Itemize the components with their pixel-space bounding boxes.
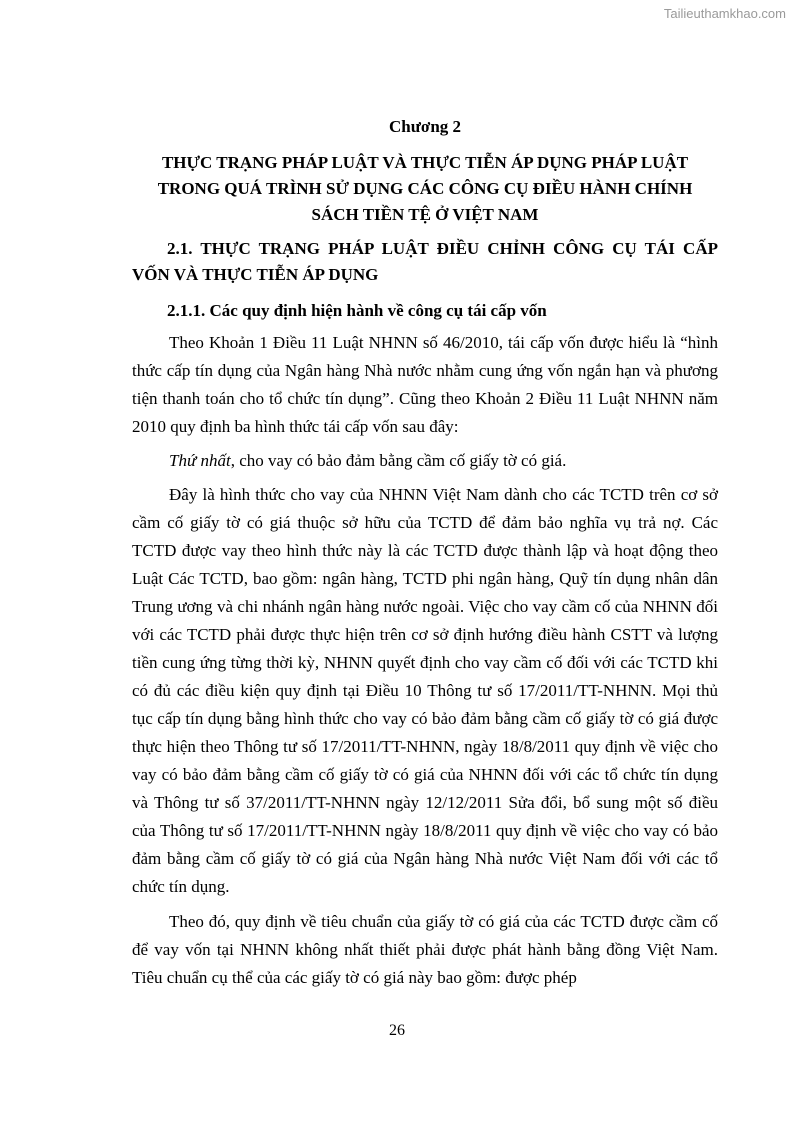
page-number: 26 bbox=[389, 1022, 405, 1039]
section-heading: 2.1. THỰC TRẠNG PHÁP LUẬT ĐIỀU CHỈNH CÔNG CỤ TÁI CẤP VỐN VÀ THỰC TIỄN ÁP DỤNG bbox=[132, 239, 718, 284]
first-form-label: Thứ nhất bbox=[169, 451, 231, 470]
chapter-title-line: TRONG QUÁ TRÌNH SỬ DỤNG CÁC CÔNG CỤ ĐIỀU HÀNH CHÍNH bbox=[157, 179, 693, 198]
chapter-title-line: THỰC TRẠNG PHÁP LUẬT VÀ THỰC TIỄN ÁP DỤNG PHÁP LUẬT bbox=[161, 153, 689, 172]
chapter-label: Chương 2 bbox=[388, 117, 462, 136]
chapter-title bbox=[132, 150, 718, 228]
paragraph-pledge-loans: Đây là hình thức cho vay của NHNN Việt Nam dành cho các TCTD trên cơ sở cầm cố giấy tờ có giá thuộc sở hữu của TCTD để đảm bảo nghĩa vụ trả nợ. Các TCTD được vay theo hình thức này là các TCTD được thành lập và hoạt động theo Luật Các TCTD, bao gồm: ngân hàng, TCTD phi ngân hàng, Quỹ tín dụng nhân dân Trung ương và chi nhánh ngân hàng nước ngoài. Việc cho vay cầm cố của NHNN đối với các TCTD phải được thực hiện trên cơ sở định hướng điều hành CSTT và lượng tiền cung ứng từng thời kỳ, NHNN quyết định cho vay cầm cố đối với các TCTD khi có đủ các điều kiện quy định tại Điều 10 Thông tư số 17/2011/TT-NHNN. Mọi thủ tục cấp tín dụng bằng hình thức cho vay có bảo đảm bằng cầm cố giấy tờ có giá được thực hiện theo Thông tư số 17/2011/TT-NHNN, ngày 18/8/2011 quy định về việc cho vay có bảo đảm bằng cầm cố giấy tờ có giá của NHNN đối với các tổ chức tín dụng và Thông tư số 37/2011/TT-NHNN ngày 12/12/2011 Sửa đổi, bổ sung một số điều của Thông tư số 17/2011/TT-NHNN ngày 18/8/2011 quy định về việc cho vay có bảo đảm bằng cầm cố giấy tờ có giá của Ngân hàng Nhà nước Việt Nam đối với các tổ chức tín dụng. bbox=[132, 485, 718, 896]
watermark: Tailieuthamkhao.com bbox=[663, 6, 786, 21]
paragraph-standards: Theo đó, quy định về tiêu chuẩn của giấy tờ có giá của các TCTD được cầm cố để vay vốn tại NHNN không nhất thiết phải được phát hành bằng đồng Việt Nam. Tiêu chuẩn cụ thể của các giấy tờ có giá này bao gồm: được phép bbox=[132, 912, 718, 987]
paragraph-definition: Theo Khoản 1 Điều 11 Luật NHNN số 46/2010, tái cấp vốn được hiểu là “hình thức cấp tín dụng của Ngân hàng Nhà nước nhằm cung ứng vốn ngắn hạn và phương tiện thanh toán cho tổ chức tín dụng”. Cũng theo Khoản 2 Điều 11 Luật NHNN năm 2010 quy định ba hình thức tái cấp vốn sau đây: bbox=[132, 333, 718, 436]
chapter-title-line: SÁCH TIỀN TỆ Ở VIỆT NAM bbox=[311, 205, 539, 224]
subsection-heading: 2.1.1. Các quy định hiện hành về công cụ tái cấp vốn bbox=[167, 301, 547, 320]
paragraph-first-form bbox=[132, 447, 718, 475]
document-page bbox=[132, 114, 718, 999]
first-form-text: , cho vay có bảo đảm bằng cầm cố giấy tờ có giá. bbox=[230, 451, 567, 470]
